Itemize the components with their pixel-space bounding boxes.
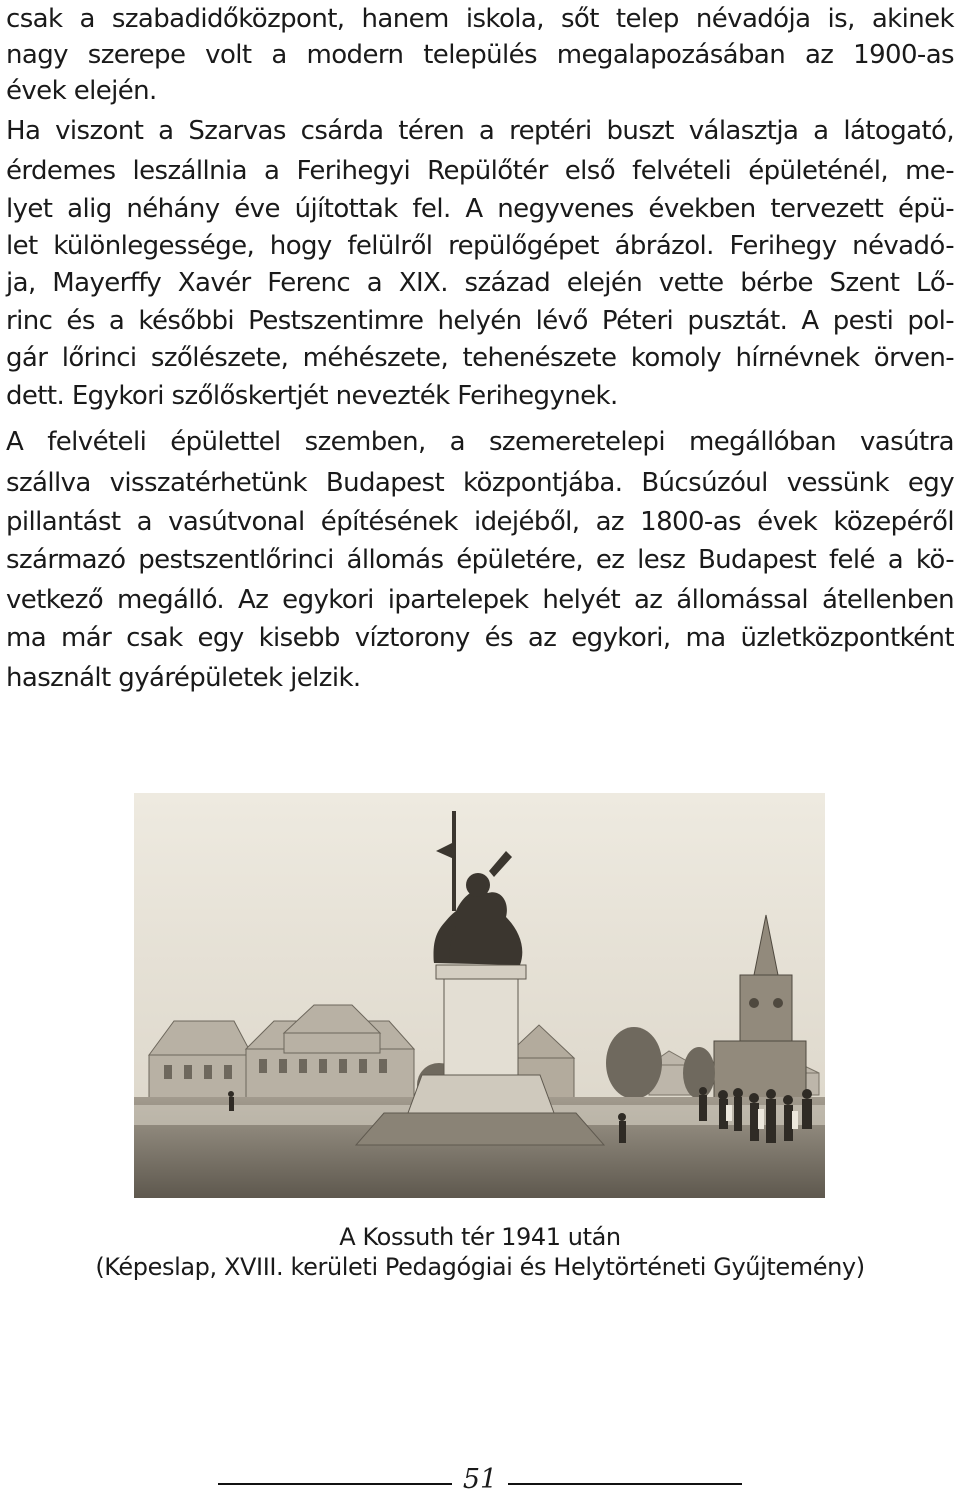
text-line: származó pestszentlőrinci állomás épületére, ez lesz Budapest felé a kö-	[6, 545, 954, 575]
text-line: csak a szabadidőközpont, hanem iskola, sőt telep névadója is, akinek	[6, 4, 954, 34]
footer-rule-right	[508, 1483, 742, 1485]
text-line: lyet alig néhány éve újítottak fel. A negyvenes években tervezett épü-	[6, 194, 954, 224]
text-line: let különlegessége, hogy felülről repülőgépet ábrázol. Ferihegy névadó-	[6, 231, 954, 261]
text-line: pillantást a vasútvonal építésének idejéből, az 1800-as évek közepéről	[6, 507, 954, 537]
kossuth-square-photo	[134, 793, 825, 1198]
text-line: használt gyárépületek jelzik.	[6, 663, 361, 693]
text-line: A felvételi épülettel szemben, a szemeretelepi megállóban vasútra	[6, 427, 954, 457]
text-line: vetkező megálló. Az egykori ipartelepek helyét az állomással átellenben	[6, 585, 954, 615]
figure-caption-source: (Képeslap, XVIII. kerületi Pedagógiai és Helytörténeti Gyűjtemény)	[95, 1253, 865, 1281]
text-line: érdemes leszállnia a Ferihegyi Repülőtér első felvételi épületénél, me-	[6, 156, 954, 186]
text-line: rinc és a későbbi Pestszentimre helyén lévő Péteri pusztát. A pesti pol-	[6, 306, 954, 336]
text-line: ja, Mayerffy Xavér Ferenc a XIX. század elején vette bérbe Szent Lő-	[6, 268, 954, 298]
footer-rule-left	[218, 1483, 452, 1485]
page-number: 51	[462, 1464, 498, 1495]
text-line: szállva visszatérhetünk Budapest központjába. Búcsúzóul vessünk egy	[6, 468, 954, 498]
figure-caption-title: A Kossuth tér 1941 után	[339, 1223, 621, 1251]
text-line: Ha viszont a Szarvas csárda téren a reptéri buszt választja a látogató,	[6, 116, 954, 146]
text-line: évek elején.	[6, 76, 157, 106]
text-line: ma már csak egy kisebb víztorony és az egykori, ma üzletközpontként	[6, 623, 954, 653]
text-line: dett. Egykori szőlőskertjét nevezték Ferihegynek.	[6, 381, 618, 411]
text-line: nagy szerepe volt a modern település megalapozásában az 1900-as	[6, 40, 954, 70]
text-line: gár lőrinci szőlészete, méhészete, tehenészete komoly hírnévnek örven-	[6, 343, 954, 373]
